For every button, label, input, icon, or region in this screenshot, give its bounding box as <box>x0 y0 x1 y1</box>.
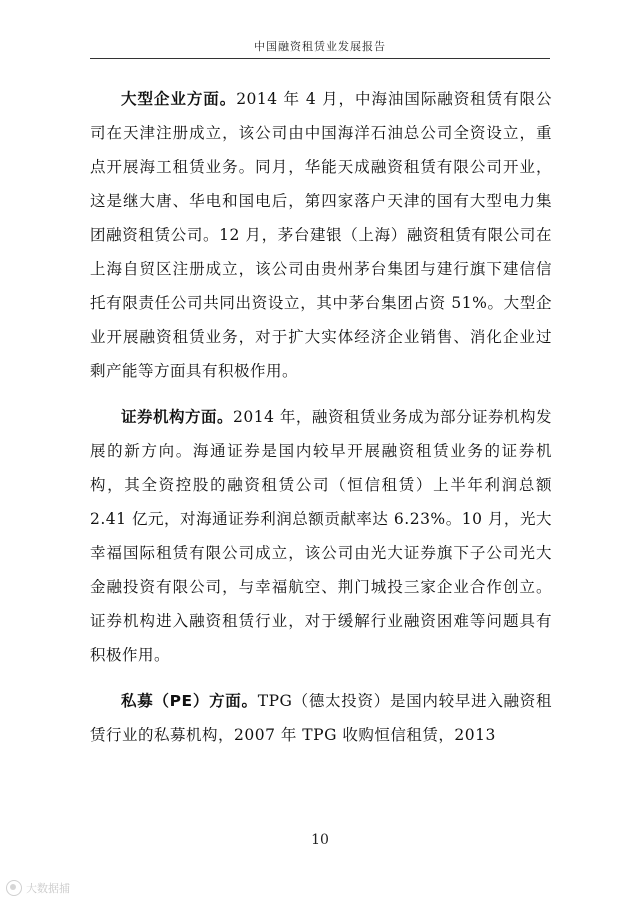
running-header: 中国融资租赁业发展报告 <box>254 40 386 53</box>
page-number: 10 <box>311 832 329 848</box>
header-rule <box>90 58 550 59</box>
paragraph-large-enterprises <box>90 82 552 388</box>
watermark-text: 大数据捕 <box>26 882 70 895</box>
watermark-logo-icon <box>6 880 22 896</box>
body-content <box>90 82 552 764</box>
paragraph-securities <box>90 400 552 672</box>
paragraph-body: 2014 年 4 月，中海油国际融资租赁有限公司在天津注册成立，该公司由中国海洋石油总公司全资设立，重点开展海工租赁业务。同月，华能天成融资租赁有限公司开业，这是继大唐、华电和国电后，第四家落户天津的国有大型电力集团融资租赁公司。12 月，茅台建银（上海）融资租赁有限公司在上海自贸区注册成立，该公司由贵州茅台集团与建行旗下建信信托有限责任公司共同出资设立，其中茅台集团占资 51%。大型企业开展融资租赁业务，对于扩大实体经济企业销售、消化企业过剩产能等方面具有积极作用。 <box>90 90 552 380</box>
paragraph-private-equity <box>90 684 552 752</box>
paragraph-body: TPG（德太投资）是国内较早进入融资租赁行业的私募机构，2007 年 TPG 收购恒信租赁，2013 <box>90 692 552 744</box>
paragraph-lead: 私募（PE）方面。 <box>121 692 258 710</box>
watermark <box>6 880 70 896</box>
paragraph-lead: 证券机构方面。 <box>121 408 234 426</box>
paragraph-lead: 大型企业方面。 <box>121 90 237 108</box>
paragraph-body: 2014 年，融资租赁业务成为部分证券机构发展的新方向。海通证券是国内较早开展融资租赁业务的证券机构，其全资控股的融资租赁公司（恒信租赁）上半年利润总额 2.41 亿元，对海通证券利润总额贡献率达 6.23%。10 月，光大幸福国际租赁有限公司成立，该公司由光大证券旗下子公司光大金融投资有限公司，与幸福航空、荆门城投三家企业合作创立。证券机构进入融资租赁行业，对于缓解行业融资困难等问题具有积极作用。 <box>90 408 552 664</box>
